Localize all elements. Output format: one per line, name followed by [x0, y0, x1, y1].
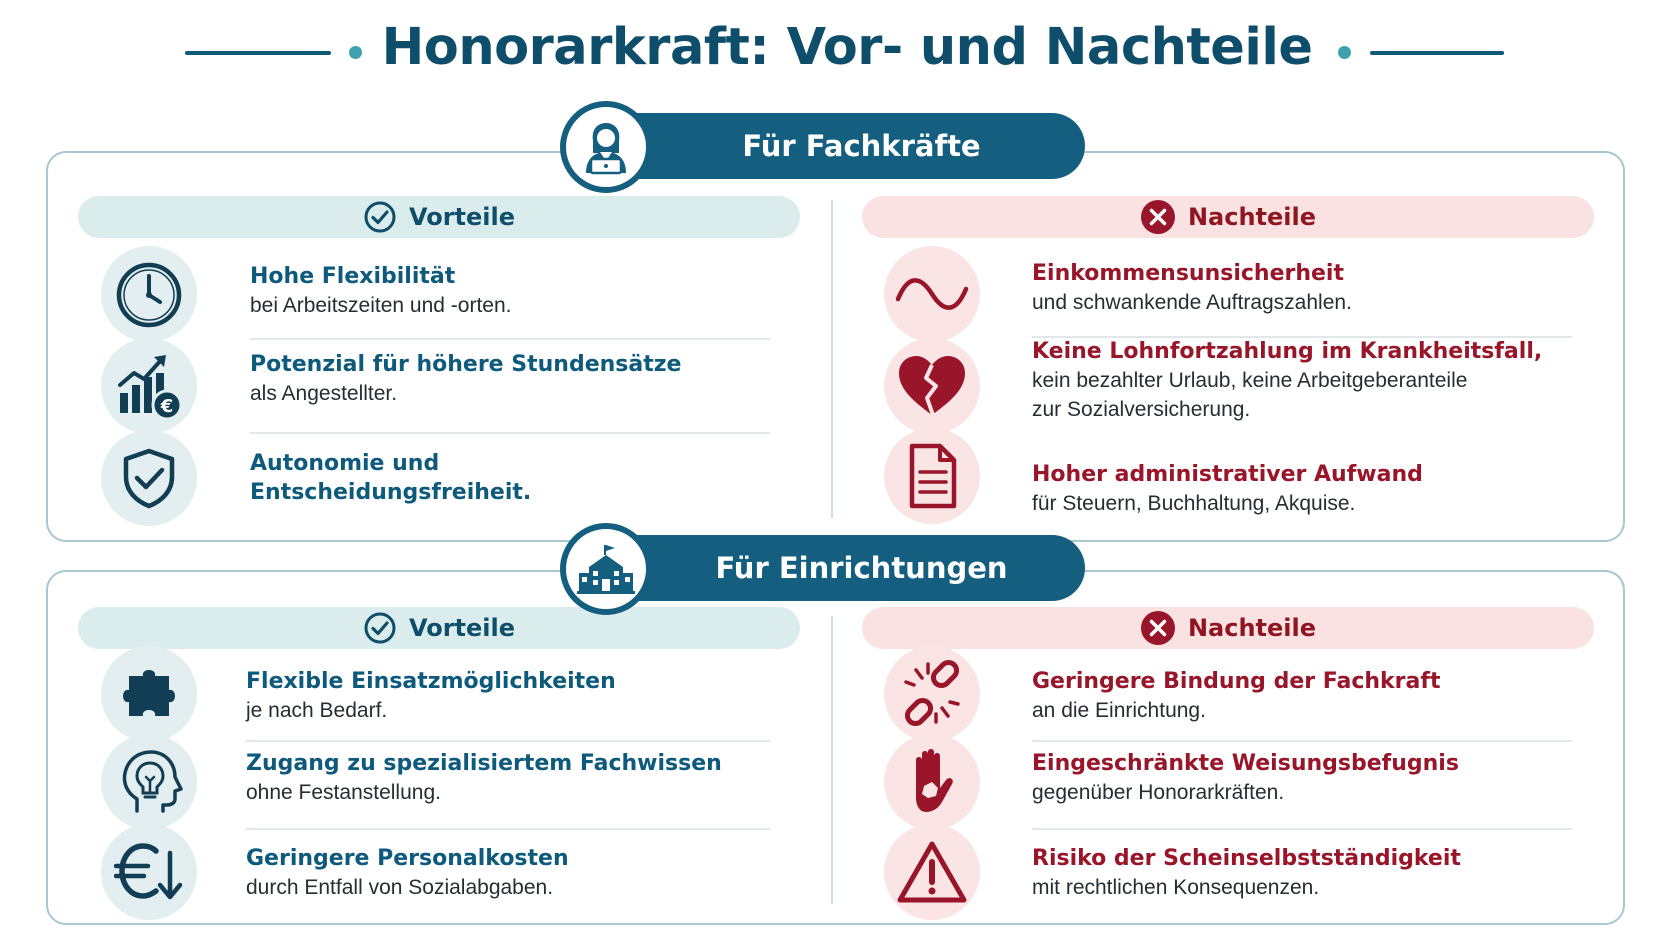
- title-line-right: [1370, 51, 1504, 55]
- cons-header: [862, 196, 1594, 238]
- title-dot-right: [1338, 46, 1351, 59]
- item-desc: mit rechtlichen Konsequenzen.: [1032, 876, 1320, 899]
- item-title: Keine Lohnfortzahlung im Krankheitsfall,: [1032, 339, 1543, 364]
- item-desc: für Steuern, Buchhaltung, Akquise.: [1032, 492, 1356, 515]
- item-desc: an die Einrichtung.: [1032, 699, 1206, 722]
- warning-icon: [884, 824, 980, 920]
- item-desc: bei Arbeitszeiten und -orten.: [250, 294, 512, 317]
- item-desc: kein bezahlter Urlaub, keine Arbeitgeberanteile: [1032, 369, 1468, 392]
- item-desc: und schwankende Auftragszahlen.: [1032, 291, 1352, 314]
- item-desc: durch Entfall von Sozialabgaben.: [246, 876, 554, 899]
- cons-label: Nachteile: [1187, 614, 1317, 642]
- professional-person-icon: [560, 101, 652, 193]
- pros-header: [78, 196, 800, 238]
- title-line-left: [185, 51, 331, 55]
- item-separator: [1032, 740, 1572, 742]
- item-separator: [245, 828, 770, 830]
- euro-down-icon: [101, 824, 197, 920]
- item-title: Potenzial für höhere Stundensätze: [250, 352, 682, 377]
- section-header-label: Für Einrichtungen: [715, 551, 1008, 585]
- broken-heart-icon: [884, 338, 980, 434]
- stop-hand-icon: [884, 734, 980, 830]
- check-circle-icon: [363, 611, 397, 645]
- title-dot-left: [349, 46, 362, 59]
- pros-label: Vorteile: [408, 203, 516, 231]
- item-separator: [250, 432, 770, 434]
- section-header-label: Für Fachkräfte: [742, 129, 981, 163]
- page-title: Honorarkraft: Vor- und Nachteile: [381, 18, 1313, 77]
- wave-icon: [884, 246, 980, 342]
- puzzle-icon: [101, 646, 197, 742]
- growth-chart-euro-icon: [101, 338, 197, 434]
- column-divider: [831, 200, 833, 518]
- item-title: Hohe Flexibilität: [250, 264, 456, 289]
- title-row: [0, 18, 1672, 88]
- item-desc: als Angestellter.: [250, 382, 398, 405]
- item-desc: zur Sozialversicherung.: [1032, 398, 1251, 421]
- item-desc: gegenüber Honorarkräften.: [1032, 781, 1285, 804]
- item-title: Eingeschränkte Weisungsbefugnis: [1032, 751, 1459, 776]
- item-title: Einkommensunsicherheit: [1032, 261, 1344, 286]
- svg-text:€: €: [160, 396, 174, 417]
- item-separator: [245, 740, 770, 742]
- item-title: Risiko der Scheinselbstständigkeit: [1032, 846, 1461, 871]
- item-title: Flexible Einsatzmöglichkeiten: [246, 669, 616, 694]
- cons-header: [862, 607, 1594, 649]
- section-header-einrichtungen: [560, 535, 1085, 601]
- x-circle-icon: [1140, 610, 1176, 646]
- head-lightbulb-icon: [101, 734, 197, 830]
- pros-header: [78, 607, 800, 649]
- broken-chain-icon: [884, 646, 980, 742]
- column-divider: [831, 616, 833, 904]
- check-circle-icon: [363, 200, 397, 234]
- clock-icon: [101, 246, 197, 342]
- item-title: Geringere Personalkosten: [246, 846, 569, 871]
- item-title-line2: Entscheidungsfreiheit.: [250, 480, 532, 505]
- item-title: Autonomie und: [250, 451, 440, 476]
- shield-check-icon: [101, 430, 197, 526]
- item-title: Hoher administrativer Aufwand: [1032, 462, 1423, 487]
- item-title: Geringere Bindung der Fachkraft: [1032, 669, 1441, 694]
- item-desc: ohne Festanstellung.: [246, 781, 441, 804]
- item-title: Zugang zu spezialisiertem Fachwissen: [246, 751, 722, 776]
- cons-label: Nachteile: [1187, 203, 1317, 231]
- item-separator: [250, 338, 770, 340]
- x-circle-icon: [1140, 199, 1176, 235]
- institution-building-icon: [560, 523, 652, 615]
- item-desc: je nach Bedarf.: [246, 699, 388, 722]
- document-icon: [884, 428, 980, 524]
- pros-label: Vorteile: [408, 614, 516, 642]
- section-header-fachkraefte: [560, 113, 1085, 179]
- item-separator: [1032, 828, 1572, 830]
